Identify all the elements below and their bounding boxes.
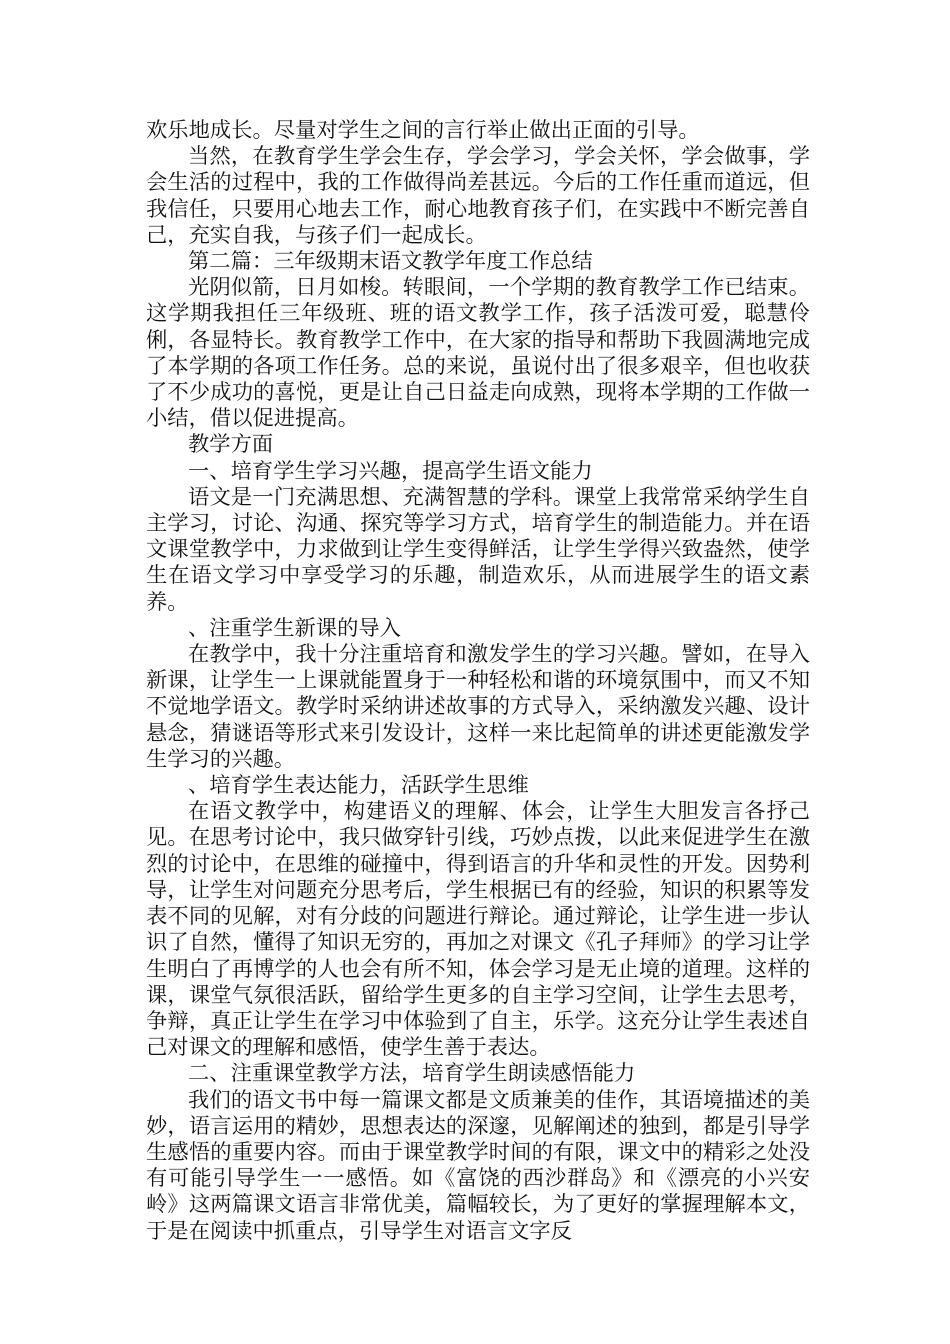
heading-expression-ability: 、培育学生表达能力，活跃学生思维 — [188, 773, 529, 799]
paragraph-5: 在教学中，我十分注重培育和激发学生的学习兴趣。譬如，在导入新课，让学生一上课就能置身于一种轻松和谐的环境氛围中，而又不知不觉地学语文。教学时采纳讲述故事的方式导入，采纳激发兴趣、设计悬念，猜谜语等形式来引发设计，这样一来比起简单的讲述更能激发学生学习的兴趣。 — [146, 642, 810, 772]
section-title-part-two: 第二篇：三年级期末语文教学年度工作总结 — [188, 249, 593, 275]
heading-section-2: 二、注重课堂教学方法，培育学生朗读感悟能力 — [188, 1061, 636, 1087]
paragraph-6: 在语文教学中，构建语义的理解、体会，让学生大胆发言各抒己见。在思考讨论中，我只做穿针引线，巧妙点拨，以此来促进学生在激烈的讨论中，在思维的碰撞中，得到语言的升华和灵性的开发。因势利导，让学生对问题充分思考后，学生根据已有的经验，知识的积累等发表不同的见解，对有分歧的问题进行辩论。通过辩论，让学生进一步认识了自然，懂得了知识无穷的，再加之对课文《孔子拜师》的学习让学生明白了再博学的人也会有所不知，体会学习是无止境的道理。这样的课，课堂气氛很活跃，留给学生更多的自主学习空间，让学生去思考，争辩，真正让学生在学习中体验到了自主，乐学。这充分让学生表述自己对课文的理解和感悟，使学生善于表达。 — [146, 799, 810, 1061]
heading-section-1: 一、培育学生学习兴趣，提高学生语文能力 — [188, 458, 593, 484]
paragraph-2: 当然，在教育学生学会生存，学会学习，学会关怀，学会做事，学会生活的过程中，我的工作做得尚差甚远。今后的工作任重而道远，但我信任，只要用心地去工作，耐心地教育孩子们，在实践中不断完善自己，充实自我，与孩子们一起成长。 — [146, 144, 810, 248]
paragraph-4: 语文是一门充满思想、充满智慧的学科。课堂上我常常采纳学生自主学习，讨论、沟通、探究等学习方式，培育学生的制造能力。并在语文课堂教学中，力求做到让学生变得鲜活，让学生学得兴致盎然，使学生在语文学习中享受学习的乐趣，制造欢乐，从而进展学生的语文素养。 — [146, 484, 810, 615]
paragraph-7: 我们的语文书中每一篇课文都是文质兼美的佳作，其语境描述的美妙，语言运用的精妙，思想表达的深邃，见解阐述的独到，都是引导学生感悟的重要内容。而由于课堂教学时间的有限，课文中的精彩之处没有可能引导学生一一感悟。如《富饶的西沙群岛》和《漂亮的小兴安岭》这两篇课文语言非常优美，篇幅较长，为了更好的掌握理解本文，于是在阅读中抓重点，引导学生对语言文字反 — [146, 1087, 810, 1244]
heading-new-lesson-intro: 、注重学生新课的导入 — [188, 615, 401, 641]
paragraph-3: 光阴似箭，日月如梭。转眼间，一个学期的教育教学工作已结束。这学期我担任三年级班、班的语文教学工作，孩子活泼可爱，聪慧伶俐，各显特长。教育教学工作中，在大家的指导和帮助下我圆满地完成了本学期的各项工作任务。总的来说，虽说付出了很多艰辛，但也收获了不少成功的喜悦，更是让自己日益走向成熟，现将本学期的工作做一小结，借以促进提高。 — [146, 275, 810, 432]
heading-teaching: 教学方面 — [188, 432, 274, 458]
paragraph-1: 欢乐地成长。尽量对学生之间的言行举止做出正面的引导。 — [146, 118, 700, 143]
document-page — [146, 118, 810, 1245]
